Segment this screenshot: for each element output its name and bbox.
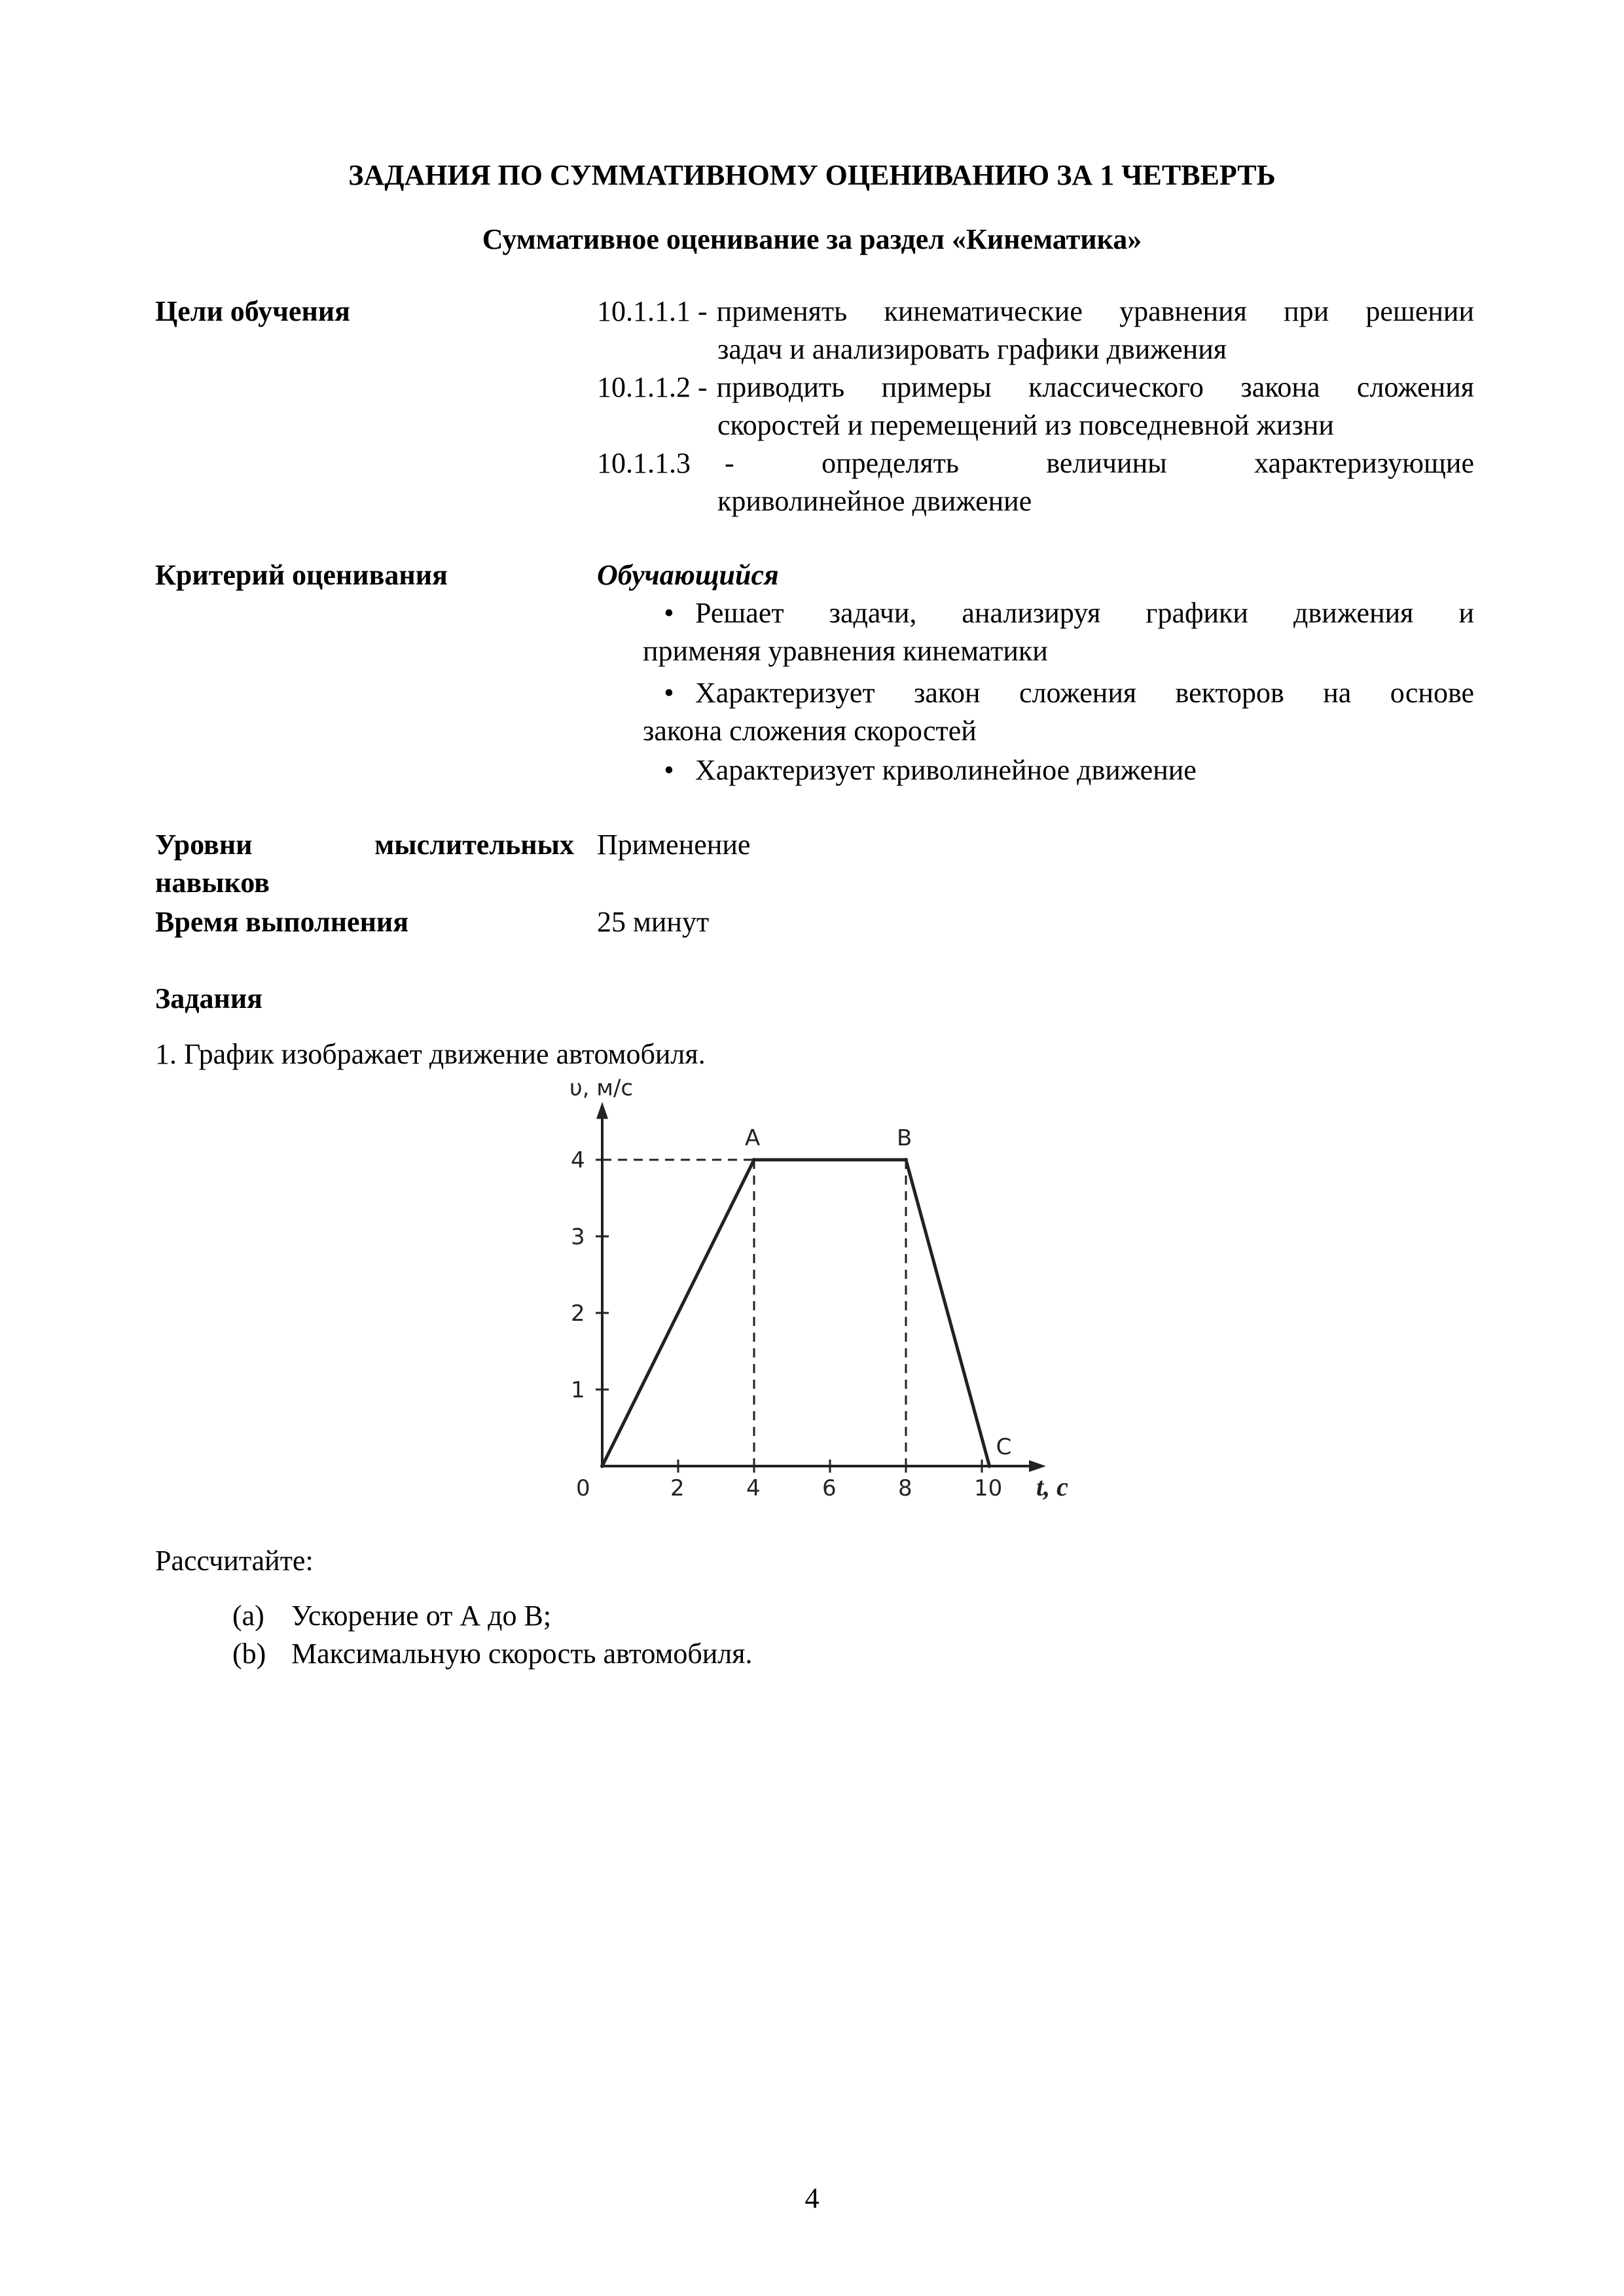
page-title: ЗАДАНИЯ ПО СУММАТИВНОМУ ОЦЕНИВАНИЮ ЗА 1 ЧЕТВЕРТЬ: [348, 159, 1276, 191]
criteria-item: [643, 674, 1474, 712]
criteria-item-line1: Решает задачи, анализируя графики движения и: [695, 597, 1474, 629]
levels-label-word2: мыслительных: [374, 829, 574, 861]
goal-code: 10.1.1.2 -: [597, 371, 708, 403]
data-point: [988, 1464, 992, 1468]
bullet-icon: •: [664, 677, 674, 709]
goal-text-line1: применять кинематические уравнения при решении: [716, 295, 1474, 327]
goal-item: [597, 444, 1474, 482]
calc-instruction: Рассчитайте:: [155, 1545, 314, 1577]
criteria-heading: Обучающийся: [597, 559, 779, 591]
task-part-marker: (b): [232, 1638, 266, 1670]
goal-text-line2: скоростей и перемещений из повседневной жизни: [717, 409, 1334, 441]
bullet-icon: •: [664, 597, 674, 629]
task-part-text: Максимальную скорость автомобиля.: [291, 1638, 753, 1670]
x-tick-label: 10: [974, 1475, 1003, 1501]
x-tick-label: 6: [822, 1475, 837, 1501]
x-tick-label: 0: [576, 1475, 590, 1501]
y-tick-label: 4: [571, 1147, 585, 1174]
data-point: [752, 1158, 756, 1162]
bullet-icon: •: [664, 754, 674, 786]
criteria-list: [597, 594, 1474, 789]
criteria-item-line2: закона сложения скоростей: [643, 715, 977, 747]
goal-code: 10.1.1.3: [597, 447, 691, 479]
y-tick-label: 3: [571, 1224, 585, 1250]
task-part: [232, 1597, 753, 1635]
page-subtitle: Суммативное оценивание за раздел «Кинематика»: [482, 223, 1142, 255]
velocity-time-chart: [537, 1073, 1074, 1512]
tasks-heading: Задания: [155, 982, 262, 1014]
data-point: [600, 1464, 604, 1468]
criteria-label: Критерий оценивания: [155, 559, 448, 591]
task-question-1: 1. График изображает движение автомобиля.: [155, 1038, 706, 1070]
point-label-c: C: [996, 1434, 1012, 1460]
x-tick-label: 2: [670, 1475, 685, 1501]
data-point: [904, 1158, 908, 1162]
criteria-block: [597, 556, 1474, 789]
goal-code: 10.1.1.1 -: [597, 295, 708, 327]
levels-value: Применение: [597, 829, 751, 861]
criteria-item-line2: применяя уравнения кинематики: [643, 635, 1048, 667]
goal-text-line1: - определять величины характеризующие: [725, 447, 1474, 479]
point-label-b: B: [897, 1125, 912, 1151]
criteria-item-line1: Характеризует криволинейное движение: [695, 754, 1197, 786]
y-tick-label: 2: [571, 1300, 585, 1327]
x-axis-arrow-icon: [1029, 1460, 1046, 1472]
goal-item: [597, 293, 1474, 331]
x-tick-label: 4: [746, 1475, 761, 1501]
levels-label-word3: навыков: [155, 867, 270, 899]
point-label-a: A: [745, 1125, 761, 1151]
x-tick-label: 8: [898, 1475, 912, 1501]
goal-item: [597, 368, 1474, 406]
goals-list: [597, 293, 1474, 520]
goals-label: Цели обучения: [155, 295, 350, 327]
chart-svg: [537, 1073, 1074, 1512]
levels-label-word1: Уровни: [155, 829, 253, 861]
y-axis-arrow-icon: [596, 1102, 608, 1119]
goal-text-line2: задач и анализировать графики движения: [717, 333, 1227, 365]
x-axis-label: t, с: [1036, 1472, 1068, 1501]
goal-text-line1: приводить примеры классического закона сложения: [716, 371, 1474, 403]
y-axis-label: υ, м/с: [569, 1075, 634, 1102]
time-label: Время выполнения: [155, 906, 409, 938]
task-part-marker: (a): [232, 1600, 264, 1632]
task-parts: [232, 1597, 753, 1673]
criteria-item-line1: Характеризует закон сложения векторов на основе: [695, 677, 1474, 709]
task-part-text: Ускорение от А до В;: [291, 1600, 552, 1632]
velocity-line: [602, 1160, 990, 1466]
page-number: 4: [804, 2182, 820, 2214]
y-tick-label: 1: [571, 1377, 585, 1403]
criteria-item: [643, 594, 1474, 632]
criteria-item: [643, 751, 1474, 789]
task-part: [232, 1635, 753, 1673]
levels-label: [155, 826, 574, 902]
time-value: 25 минут: [597, 906, 710, 938]
goal-text-line2: криволинейное движение: [717, 485, 1032, 517]
